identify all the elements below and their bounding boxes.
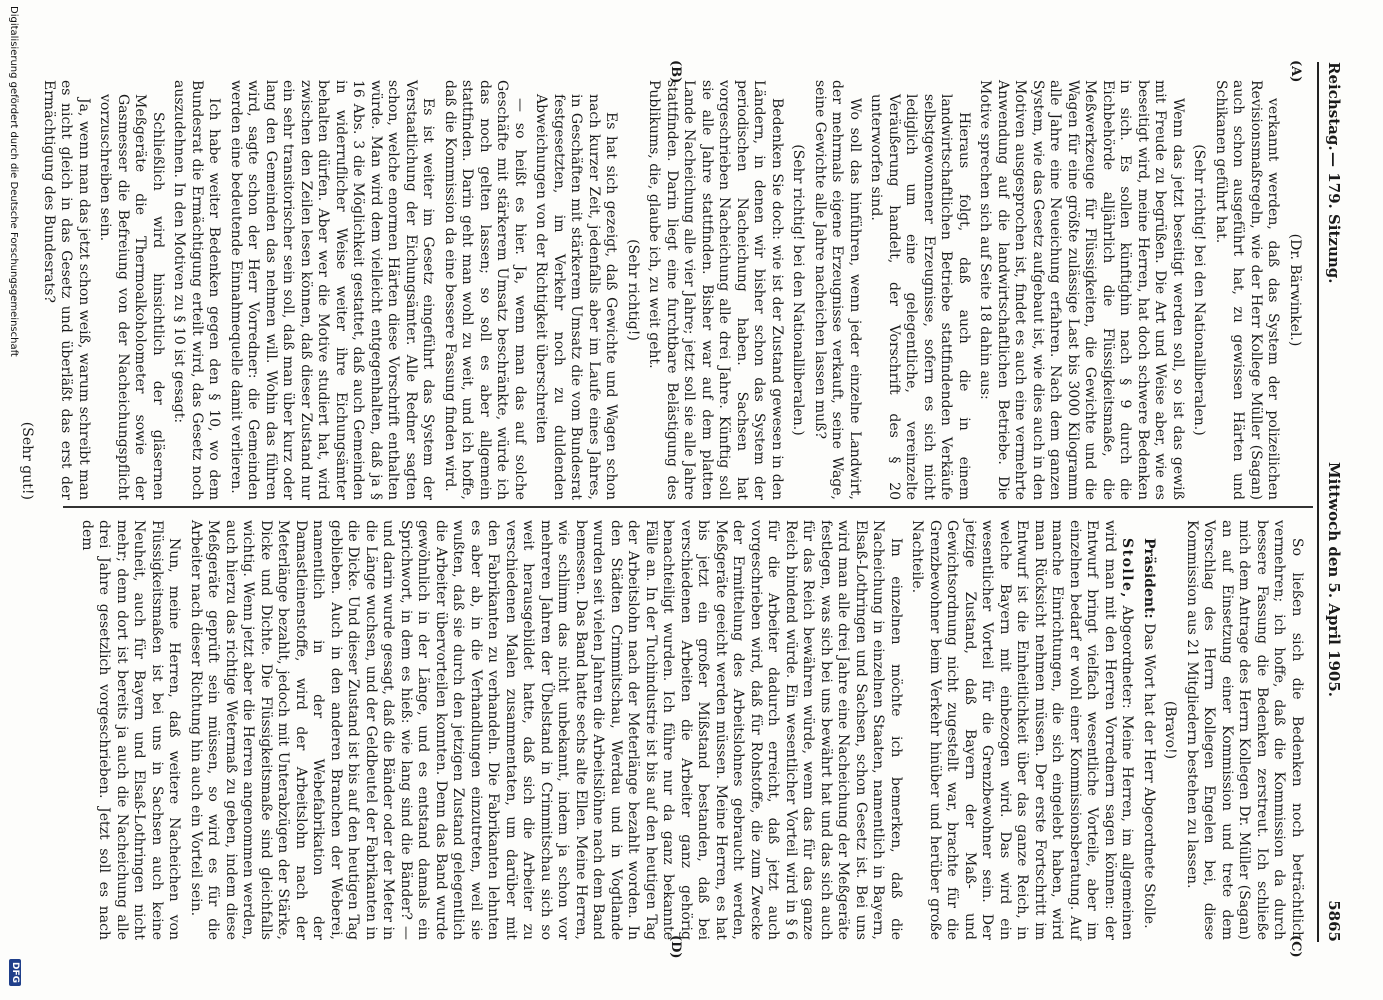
digitization-note: Digitalisierung gefördert durch die Deutsche Forschungsgemeinschaft [8,6,19,357]
header-chamber: Reichstag. [1325,62,1343,151]
paragraph: verkannt werden, daß das System der polizeilichen Revisionsmaßregeln, wie der Herr Kollege Müller (Sagan) auch schon ausgeführt hat, zu gewissen Härten und Schikanen geführt hat. [1213,80,1282,500]
header-date: Mittwoch den 5. April 1905. [1325,462,1343,697]
president-label: Präsident: [1141,538,1157,619]
right-column [75,520,1305,940]
paragraph: Bedenken Sie doch: wie ist der Zustand gewesen in den Ländern, in denen wir bisher schon das System der periodischen Nacheichung haben. Sachsen hat vorgeschrieben Nacheichung alle drei Jahre. Künftig soll sie alle Jahre stattfinden. Bisher war auf dem platten Lande Nacheichung alle vier Jahre; jetzt soll sie alle Jahre stattfinden. Darin liegt eine furchtbare Belästigung des Publikums, die, glaube ich, zu weit geht. [646,80,785,500]
left-column [19,80,1305,500]
speaker-continuation: (Dr. Bärwinkel.) [1287,233,1303,347]
paragraph: Im einzelnen möchte ich bemerken, daß die Nacheichung in einzelnen Staaten, namentlich in Bayern, Elsaß-Lothringen und Sachsen, schon Gesetz ist. Bei uns wird man alle drei Jahre eine Nacheichung der Meßgeräte festlegen, was sich bei uns bewährt hat und das sich auch für das Reich bewähren würde, wenn das für das ganze Reich bindend würde. Ein wesentlicher Vorteil wird in § 6 für die Arbeiter dadurch erreicht, daß jetzt auch vorgeschrieben wird, daß für Rohstoffe, die zum Zwecke der Ermittelung des Arbeitslohnes gebraucht werden, Meßgeräte geeicht werden müssen. Meine Herren, es hat bis jetzt ein großer Mißstand bestanden, daß bei verschiedenen Arbeiten die Arbeiter ganz gehörig benachteiligt wurden. Ich führe nur da ganz bekannte Fälle an. In der Tuchindustrie ist bis auf den heutigen Tag der Arbeitslohn nach der Meterlänge bezahlt worden. In den Städten Crimmitschau, Werdau und in Vogtlande wurden seit vielen Jahren die Arbeitslöhne nach dem Band bemessen. Das Band hatte sechs alte Ellen. Meine Herren, wie schlimm das nicht unbekannt, indem ja schon vor mehreren Jahren der Übelstand in Crimmitschau sich so weit herausgebildet hatte, daß sich die Arbeiter zu verschiedenen Malen zusammentaten, um darüber mit den Fabrikanten zu verhandeln. Die Fabrikanten lehnten es aber ab, in die Verhandlungen einzutreten, weil sie wußten, daß sie durch den jetzigen Zustand gelegentlich die Arbeiter übervorteilen konnten. Denn das Band wurde gewöhnlich in der Länge, und es entstand damals ein Sprichwort, in dem es hieß: wie lang sind die Bänder? — und darin wurde gesagt, daß die Bänder oder der Meter in die Länge wuchsen, und der Geldbeutel der Fabrikanten in die Dicke. Und dieser Zustand ist bis auf den heutigen Tag geblieben. Auch in den anderen Branchen der Weberei, namentlich in der Webefabrikation der Damastleinenstoffe, wird der Arbeitslohn nach der Meterlänge bezahlt, jedoch mit Unterabzügen der Stärke, Dicke und Dichte. Die Flüssigkeitsmaße sind gleichfalls wichtig. Wenn jetzt aber die Herren angenommen werden, auch hierzu das richtige Wetermaß zu geben, indem diese Meßgeräte geprüft sein müssen, so wird es für die Arbeiter nach dieser Richtung hin auch ein Vorteil sein. [188,520,904,940]
margin-mark-c: (C) [1288,935,1303,958]
paragraph: — so heißt es hier. Ja, wenn man das auf solche Geschäfte mit stärkerem Umsatz beschränkte, würde ich das noch gelten lassen; so soll es aber allgemein stattfinden. Darin geht man wohl zu weit, und ich hoffe, daß die Kommission da eine bessere Fassung finden wird. [442,80,528,500]
paragraph: So ließen sich die Bedenken noch beträchtlich vermehren; ich hoffe, daß die Kommission da durch bessere Fassung die Bedenken zerstreut. Ich schließe mich dem Antrage des Herrn Kollegen Dr. Müller (Sagan) an auf Einsetzung einer Kommission und trete dem Vorschlag des Herrn Kollegen Engelen bei, diese Kommission aus 21 Mitgliedern bestehen zu lassen. [1184,520,1305,940]
margin-mark-b: (B) [668,60,683,84]
interjection: (Sehr gut!) [19,421,36,500]
applause: (Bravo!) [1162,700,1179,760]
header-page-number: 5865 [1325,900,1343,942]
paragraph: Es hat sich gezeigt, daß Gewichte und Wagen schon nach kurzer Zeit, jedenfalls aber im Laufe eines Jahres, in Geschäften mit stärkerem Umsatz die vom Bundesrat festgesetzten, im Verkehr noch zu duldenden Abweichungen von der Richtigkeit überschreiten [533,94,620,500]
page-footer [3,0,23,1000]
interjection: (Sehr richtig!) [625,239,641,341]
page-header [1317,62,1349,942]
dfg-logo: DFG [9,959,21,986]
paragraph: Es ist weiter im Gesetz eingeführt das System der Verstaatlichung der Eichungsämter. Alle Redner sagten schon, welche enormen Härten diese Vorschrift enthalten würde. Man wird dem vielleicht entgegenhalten, daß ja § 16 Abs. 3 die Möglichkeit gestattet, daß auch Gemeinden in widerruflicher Weise weiter ihre Eichungsämter behalten dürfen. Aber wer die Motive studiert hat, wird zwischen den Zeilen lesen können, daß dieser Zustand nur ein sehr transitorischer sein soll, daß man über kurz oder lang den Gemeinden das nehmen will. Wohin das führen wird, sagte schon der Herr Vorredner: die Gemeinden werden eine bedeutende Einnahmequelle damit verlieren. [228,80,437,500]
president-text: Das Wort hat der Herr Abgeordnete Stolle. [1141,623,1157,929]
quotation: Schließlich wird hinsichtlich der gläsernen Meßgeräte die Thermoalkoholometer sowie der Gasmesser die Befreiung von der Nacheichungspflicht vorzuschreiben sein. [97,94,166,500]
margin-mark-a: (A) [1288,60,1303,83]
paragraph: Ja, wenn man das jetzt schon weiß, warum schreibt man es nicht gleich in das Gesetz und überläßt das erst der Ermächtigung des Bundesrats? [41,80,92,500]
speaker-role: Abgeordneter: [1119,605,1136,709]
margin-mark-d: (D) [668,935,683,959]
interjection: (Sehr richtig! bei den Nationalliberalen.) [790,144,807,436]
speaker-text: Meine Herren, im allgemeinen wird man mit den Herren Vorrednern sagen können: der Entwurf bringt vielfach wesentliche Vorteile, aber im einzelnen bedarf er wohl einer Kommissionsberatung. Auf manche Einrichtungen, die sich eingelebt haben, wird man Rücksicht nehmen müssen. Der erste Fortschritt im Entwurf ist die Einheitlichkeit über das ganze Reich, in welche Bayern mit einbezogen wird. Das wird ein wesentlicher Vorteil für die Grenzbewohner sein. Der jetzige Zustand, daß Bayern der Maß- und Gewichtsordnung nicht zugestellt war, brachte für die Grenzbewohner beim Verkehr hinüber und herüber große Nachteile. [909,520,1136,940]
speaker-name: Stolle, [1119,538,1136,599]
president-statement [1140,520,1158,940]
quotation: Hieraus folgt, daß auch die in einem landwirtschaftlichen Betriebe stattfindenden Verkäufe selbstgewonnener Erzeugnisse, sofern es sich nicht lediglich um eine gelegentliche, vereinzelte Veräußerung handelt, der Vorschrift des § 20 unterworfen sind. [868,94,972,500]
header-sitting: — 179. Sitzung. [1325,152,1343,284]
paragraph: Wo soll das hinführen, wenn jeder einzelne Landwirt, der mehrmals eigene Erzeugnisse verkauft, seine Wage, seine Gewichte alle Jahre nacheichen lassen muß? [812,80,863,500]
column-divider [63,506,1313,508]
paragraph: Wenn das jetzt beseitigt werden soll, so ist das gewiß mit Freude zu begrüßen. Die Art und Weise aber, wie es beseitigt wird, meine Herren, hat doch schwere Bedenken in sich. Es sollen künftighin nach § 9 durch die Eichbehörde alljährlich die Flüssigkeitsmaße, die Meßwerkzeuge für Flüssigkeiten, die Gewichte und die Wagen für eine größte zulässige Last bis 3000 Kilogramm alle Jahre eine Neueichung erfahren. Nach dem ganzen System, wie das Gesetz aufgebaut ist, wie dies auch in den Motiven ausgesprochen ist, findet es auch eine vermehrte Anwendung auf die landwirtschaftlichen Betriebe. Die Motive sprechen sich auf Seite 18 dahin aus: [977,80,1186,500]
paragraph: Nun, meine Herren, daß weitere Nacheichen von Flüssigkeitsmaßen ist bei uns in Sachsen auch keine Neuheit, auch für Bayern und Elsaß-Lothringen nicht mehr; denn dort ist bereits ja auch die Nacheichung alle drei Jahre gesetzlich vorgeschrieben. Jetzt soll es nach dem [79,520,183,940]
speaker-intro [908,520,1136,940]
paragraph: Ich habe weiter Bedenken gegen den § 10, wo dem Bundesrat die Ermächtigung erteilt wird, das Gesetz noch auszudehnen. In den Motiven zu § 10 ist gesagt: [171,80,223,500]
interjection: (Sehr richtig! bei den Nationalliberalen.) [1191,144,1208,436]
